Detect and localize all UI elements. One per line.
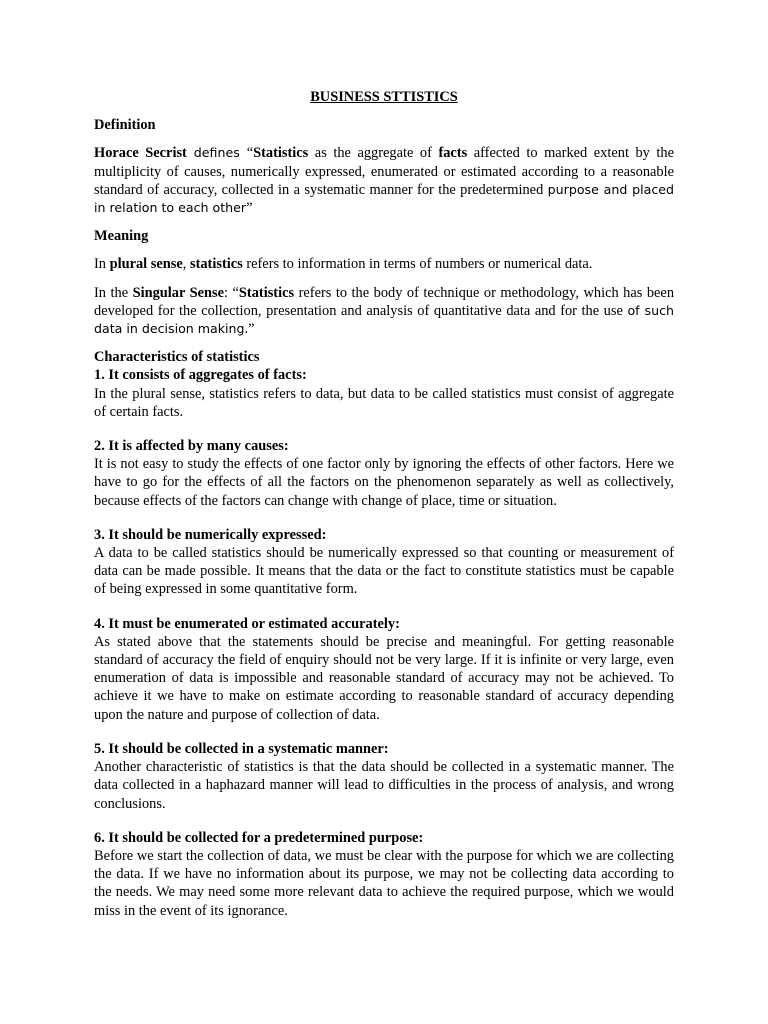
plural-comma: , [182, 256, 190, 273]
characteristic-title: 2. It is affected by many causes: [94, 438, 289, 455]
characteristic-item [94, 829, 674, 920]
open-quote: “ [246, 145, 254, 162]
facts-term: facts [438, 145, 468, 162]
characteristic-item [94, 615, 674, 724]
close-quote: ” [246, 200, 253, 217]
characteristic-title: 5. It should be collected in a systematic manner: [94, 740, 389, 757]
characteristic-item [94, 437, 674, 510]
singular-text-sans: of such data in decision making [94, 302, 674, 337]
plural-text: refers to information in terms of numbers or numerical data. [242, 256, 593, 273]
statistics-term: Statistics [253, 145, 309, 162]
singular-sense-paragraph [94, 284, 674, 339]
characteristic-title: 4. It must be enumerated or estimated accurately: [94, 615, 400, 632]
document-content [94, 88, 674, 936]
characteristic-body: A data to be called statistics should be numerically expressed so that counting or measurement of data can be made possible. It means that the data or the fact to constitute statistics must be capable of being expressed in some quantitative form. [94, 545, 674, 598]
plural-statistics-term: statistics [189, 256, 243, 273]
characteristic-item [94, 740, 674, 813]
characteristic-body: As stated above that the statements should be precise and meaningful. For getting reasonable standard of accuracy the field of enquiry should not be very large. If it is infinite or very large, even enumeration of data is impossible and reasonable standard of accuracy may not be achieved. To achieve it we have to make on estimate according to reasonable standard of accuracy depending upon the nature and purpose of collection of data. [94, 633, 674, 723]
definition-heading: Definition [94, 117, 156, 134]
singular-text: refers to the body of technique or methodology, which has been developed for the collection, presentation and analysis of quantitative data and for the use [94, 284, 675, 319]
definition-text-3: purpose and placed in relation to each other [94, 181, 674, 216]
plural-sense-paragraph [94, 255, 674, 273]
characteristic-body: It is not easy to study the effects of one factor only by ignoring the effects of other factors. Here we have to go for the effects of all the factors on the phenomenon separately as well as collectively, because effects of the factors can change with change of place, time or situation. [94, 456, 674, 509]
plural-sense-term: plural sense [109, 256, 183, 273]
characteristic-body: Another characteristic of statistics is that the data should be collected in a systematic manner. The data collected in a haphazard manner will lead to difficulties in the process of analysis, and wrong conclusions. [94, 759, 674, 812]
singular-sense-term: Singular Sense [132, 284, 225, 301]
singular-close: .” [244, 321, 255, 338]
characteristic-title: 3. It should be numerically expressed: [94, 526, 327, 543]
definition-text-1: as the aggregate of [308, 145, 439, 162]
characteristic-title: 1. It consists of aggregates of facts: [94, 367, 307, 384]
defines-text: defines [186, 145, 247, 161]
definition-paragraph [94, 144, 674, 217]
author-name: Horace Secrist [94, 145, 187, 162]
characteristic-body: In the plural sense, statistics refers to data, but data to be called statistics must consist of aggregate of certain facts. [94, 385, 674, 420]
singular-in: In the [94, 284, 133, 301]
meaning-heading: Meaning [94, 228, 149, 245]
characteristics-list [94, 366, 674, 919]
singular-colon: : “ [224, 284, 239, 301]
document-title: BUSINESS STTISTICS [310, 89, 458, 105]
characteristic-body: Before we start the collection of data, we must be clear with the purpose for which we are collecting the data. If we have no information about its purpose, we may not be collecting data according to the needs. We may need some more relevant data to achieve the required purpose, which we would miss in the event of its ignorance. [94, 847, 674, 919]
characteristic-item [94, 366, 674, 421]
characteristic-title: 6. It should be collected for a predetermined purpose: [94, 829, 424, 846]
definition-text-2: affected to marked extent by the multiplicity of causes, numerically expressed, enumerated or estimated according to a reasonable standard of accuracy, collected in a systematic manner for the predetermined [94, 145, 674, 198]
characteristic-item [94, 526, 674, 599]
plural-in: In [94, 256, 110, 273]
characteristics-heading: Characteristics of statistics [94, 349, 260, 366]
singular-statistics-term: Statistics [238, 284, 295, 301]
